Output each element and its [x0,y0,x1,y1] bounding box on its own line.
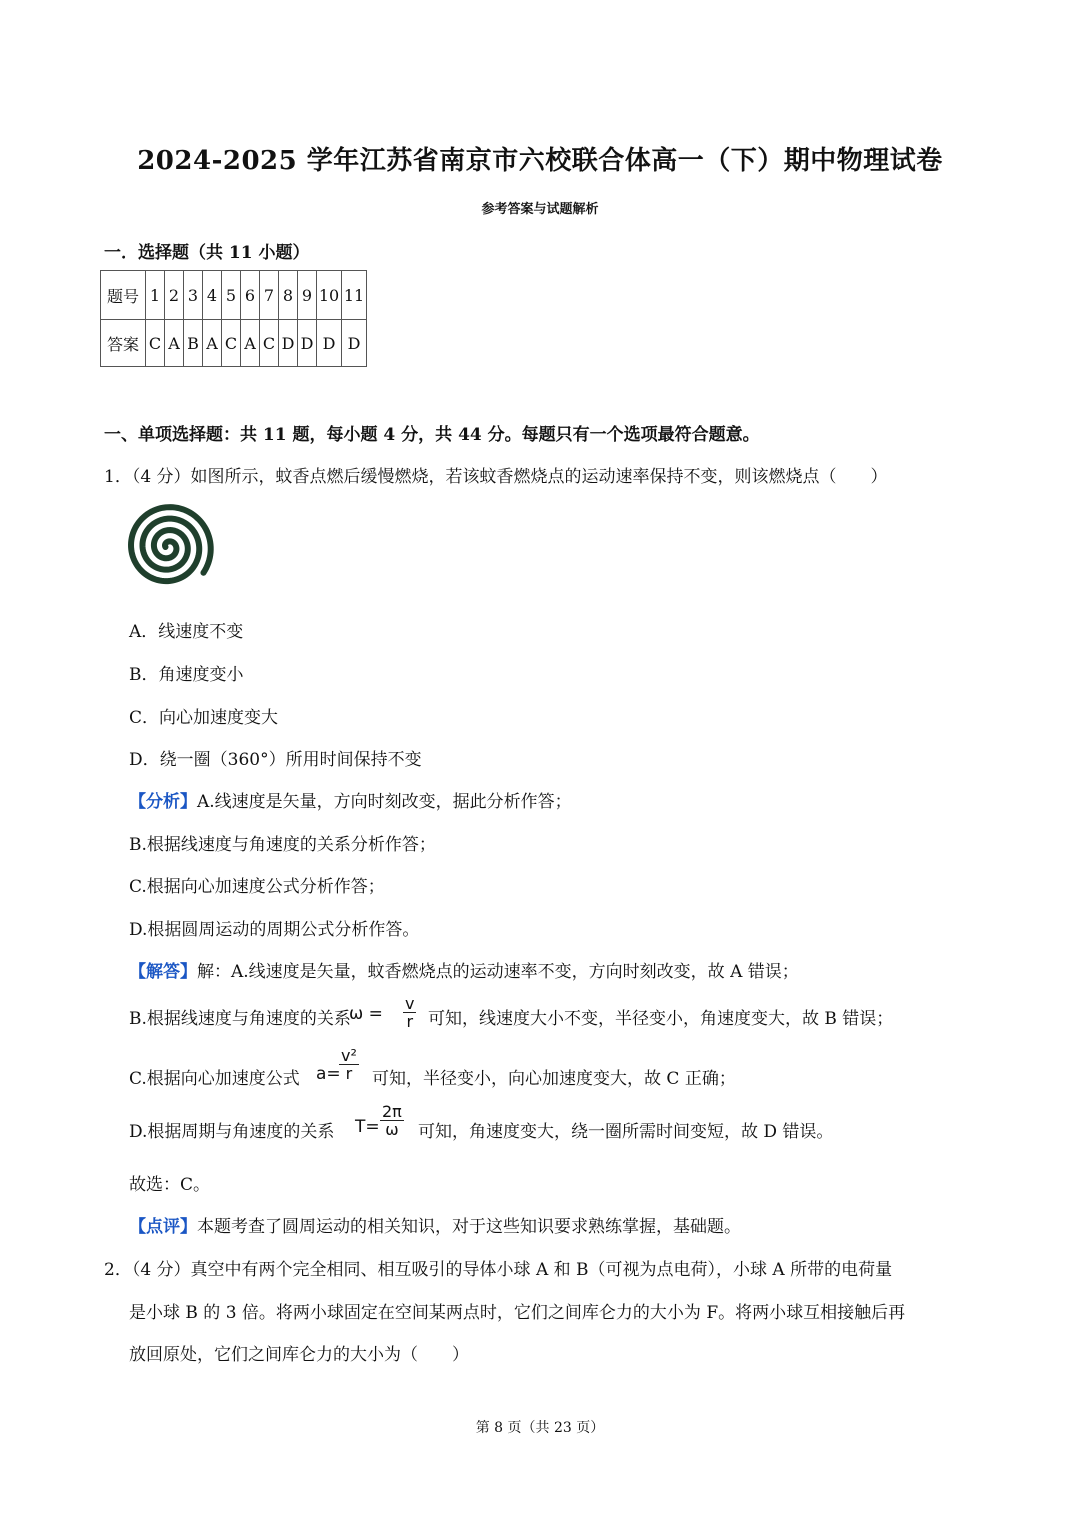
page-footer: 第 8 页（共 23 页） [475,1420,605,1436]
comment-line [129,1212,741,1237]
solution-line-b-post: 可知，线速度大小不变，半径变小，角速度变大，故 B 错误； [428,1009,894,1029]
question-2-line-2: 是小球 B 的 3 倍。将两小球固定在空间某两点时，它们之间库仑力的大小为 F。将两小球互相接触后再 [129,1303,906,1323]
table-cell: C [222,320,241,367]
formula-omega-lhs: ω = [349,1004,383,1024]
solution-tag: 【解答】 [129,962,197,982]
section-heading-choice: 一．选择题（共 11 小题） [104,243,310,263]
table-cell: D [317,320,342,367]
table-cell: 2 [165,271,184,320]
solution-line-d-pre: D.根据周期与角速度的关系 [129,1122,335,1142]
analysis-line-b: B.根据线速度与角速度的关系分析作答； [129,835,436,855]
fraction-denominator: r [406,1012,414,1031]
table-cell: D [279,320,298,367]
answer-choice: 故选：C。 [129,1175,211,1195]
analysis-line-c: C.根据向心加速度公式分析作答； [129,877,385,897]
table-cell: C [260,320,279,367]
table-cell: A [203,320,222,367]
table-cell: 10 [317,271,342,320]
formula-accel-lhs: a= [316,1064,341,1084]
fraction-numerator: 2π [382,1102,402,1121]
option-d: D．绕一圈（360°）所用时间保持不变 [129,750,422,770]
analysis-line-a [129,787,572,812]
option-b: B．角速度变小 [129,665,244,685]
solution-line-c-post: 可知，半径变小，向心加速度变大，故 C 正确； [372,1069,736,1089]
table-cell-label: 题号 [101,271,146,320]
table-cell: D [342,320,367,367]
answer-table [100,270,367,367]
table-cell: 6 [241,271,260,320]
table-cell: 8 [279,271,298,320]
table-cell: 4 [203,271,222,320]
solution-line-a [129,957,799,982]
table-cell-label: 答案 [101,320,146,367]
page-title: 2024-2025 学年江苏省南京市六校联合体高一（下）期中物理试卷 [137,146,943,176]
mosquito-coil-image [124,503,218,589]
fraction-numerator: v² [341,1046,357,1065]
table-cell: 1 [146,271,165,320]
answer-table-row-answers [101,320,367,367]
page-subtitle: 参考答案与试题解析 [481,202,599,217]
table-cell: 9 [298,271,317,320]
section-heading-single-choice: 一、单项选择题：共 11 题，每小题 4 分，共 44 分。每题只有一个选项最符合题意。 [104,425,760,445]
comment-tag: 【点评】 [129,1217,197,1237]
question-1-stem: 1．（4 分）如图所示，蚊香点燃后缓慢燃烧，若该蚊香燃烧点的运动速率保持不变，则该燃烧点（ ） [104,467,888,487]
option-c: C．向心加速度变大 [129,708,279,728]
solution-line-d-post: 可知，角速度变大，绕一圈所需时间变短，故 D 错误。 [418,1122,834,1142]
fraction-numerator: v [405,994,415,1013]
formula-period-fraction [380,1104,404,1139]
analysis-tag: 【分析】 [129,792,197,812]
solution-text: 解：A.线速度是矢量，蚊香燃烧点的运动速率不变，方向时刻改变，故 A 错误； [197,962,799,982]
table-cell: A [241,320,260,367]
formula-omega-fraction [403,996,416,1031]
formula-accel-fraction [339,1048,359,1083]
table-cell: A [165,320,184,367]
option-a: A．线速度不变 [129,622,244,642]
table-cell: B [184,320,203,367]
analysis-line-d: D.根据圆周运动的周期公式分析作答。 [129,920,420,940]
fraction-denominator: r [345,1064,353,1083]
question-2-line-1: 2．（4 分）真空中有两个完全相同、相互吸引的导体小球 A 和 B（可视为点电荷），小球 A 所带的电荷量 [104,1260,893,1280]
table-cell: 11 [342,271,367,320]
formula-period-lhs: T= [355,1117,380,1137]
fraction-denominator: ω [385,1120,399,1139]
table-cell: 5 [222,271,241,320]
table-cell: 3 [184,271,203,320]
comment-text: 本题考查了圆周运动的相关知识，对于这些知识要求熟练掌握，基础题。 [197,1217,741,1237]
table-cell: C [146,320,165,367]
table-cell: D [298,320,317,367]
solution-line-c-pre: C.根据向心加速度公式 [129,1069,300,1089]
analysis-text: A.线速度是矢量，方向时刻改变，据此分析作答； [197,792,572,812]
table-cell: 7 [260,271,279,320]
solution-line-b-pre: B.根据线速度与角速度的关系 [129,1009,351,1029]
question-2-line-3: 放回原处，它们之间库仑力的大小为（ ） [129,1345,469,1365]
answer-table-row-numbers [101,271,367,320]
